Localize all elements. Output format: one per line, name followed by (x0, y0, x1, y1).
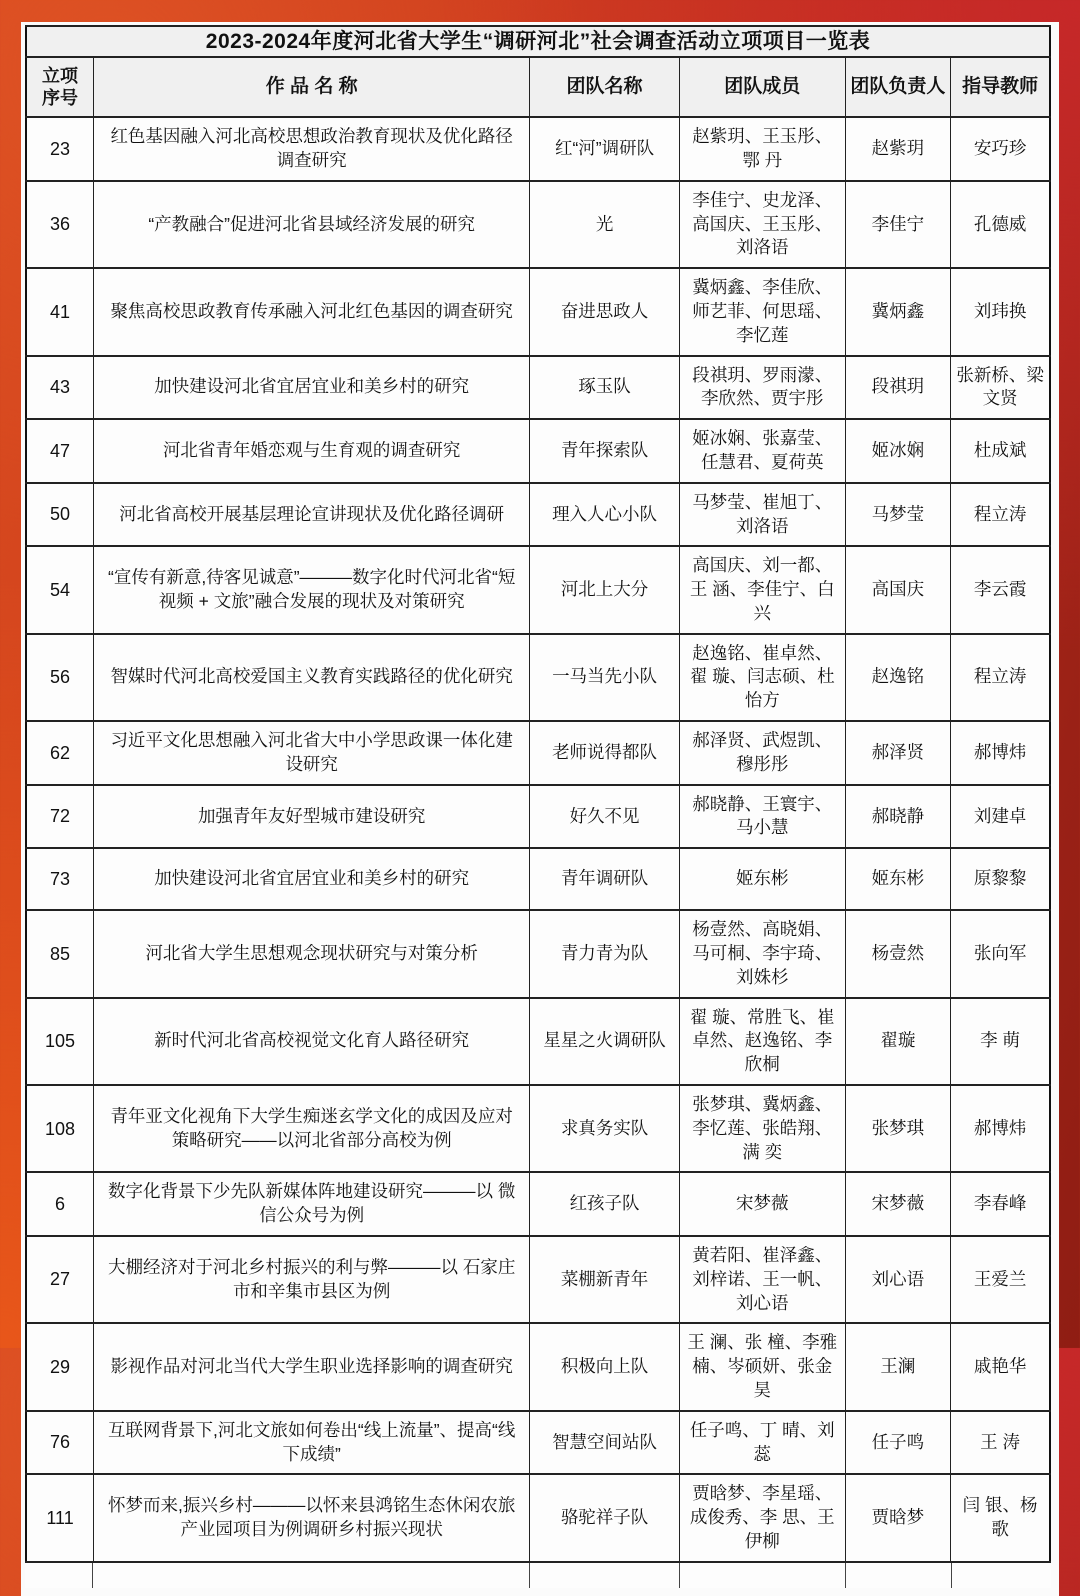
leader-cell: 张梦琪 (845, 1085, 950, 1172)
members-cell: 郝泽贤、武煜凯、穆彤彤 (679, 721, 845, 785)
teacher-cell: 李云霞 (951, 546, 1050, 633)
leader-cell: 杨壹然 (845, 910, 950, 997)
members-cell: 王 澜、张 橦、李雅楠、岑硕妍、张金昊 (679, 1323, 845, 1410)
work-cell: “宣传有新意,待客见诚意”———数字化时代河北省“短视频 + 文旅”融合发展的现状及对策研究 (94, 546, 530, 633)
no-cell: 36 (26, 181, 94, 268)
leader-cell: 贾晗梦 (845, 1474, 950, 1561)
teacher-cell: 闫 银、杨歌 (951, 1474, 1050, 1561)
work-cell: 智媒时代河北高校爱国主义教育实践路径的优化研究 (94, 634, 530, 721)
table-row (26, 546, 1050, 633)
members-cell: 张梦琪、冀炳鑫、李忆莲、张皓翔、满 奕 (679, 1085, 845, 1172)
team-cell: 河北上大分 (530, 546, 680, 633)
members-cell: 宋梦薇 (679, 1172, 845, 1236)
teacher-cell: 程立涛 (951, 634, 1050, 721)
team-cell: 青力青为队 (530, 910, 680, 997)
leader-cell: 高国庆 (845, 546, 950, 633)
team-cell: 青年调研队 (530, 848, 680, 910)
members-cell: 郝晓静、王寰宇、马小慧 (679, 785, 845, 849)
leader-cell: 赵逸铭 (845, 634, 950, 721)
project-table (25, 25, 1051, 1563)
leader-cell: 赵紫玥 (845, 117, 950, 181)
team-cell: 智慧空间站队 (530, 1411, 680, 1475)
column-header-team: 团队名称 (530, 57, 680, 117)
no-cell: 6 (26, 1172, 94, 1236)
work-cell: 怀梦而来,振兴乡村———以怀来县鸿铭生态休闲农旅产业园项目为例调研乡村振兴现状 (94, 1474, 530, 1561)
teacher-cell: 郝博炜 (951, 1085, 1050, 1172)
team-cell: 光 (530, 181, 680, 268)
work-cell: 红色基因融入河北高校思想政治教育现状及优化路径调查研究 (94, 117, 530, 181)
table-row (26, 1474, 1050, 1561)
table-row (26, 634, 1050, 721)
work-cell: 青年亚文化视角下大学生痴迷玄学文化的成因及应对策略研究——以河北省部分高校为例 (94, 1085, 530, 1172)
leader-cell: 冀炳鑫 (845, 268, 950, 355)
table-row (26, 998, 1050, 1085)
column-header-members: 团队成员 (679, 57, 845, 117)
table-row (26, 1172, 1050, 1236)
table-row (26, 419, 1050, 483)
team-cell: 红孩子队 (530, 1172, 680, 1236)
members-cell: 任子鸣、丁 晴、刘蕊 (679, 1411, 845, 1475)
table-row (26, 721, 1050, 785)
no-cell: 111 (26, 1474, 94, 1561)
no-cell: 72 (26, 785, 94, 849)
no-cell: 23 (26, 117, 94, 181)
work-cell: “产教融合”促进河北省县域经济发展的研究 (94, 181, 530, 268)
leader-cell: 段祺玥 (845, 356, 950, 420)
no-cell: 50 (26, 483, 94, 547)
teacher-cell: 孔德威 (951, 181, 1050, 268)
page-title: 2023-2024年度河北省大学生“调研河北”社会调查活动立项项目一览表 (26, 26, 1050, 57)
work-cell: 习近平文化思想融入河北省大中小学思政课一体化建设研究 (94, 721, 530, 785)
no-cell: 85 (26, 910, 94, 997)
team-cell: 理入人心小队 (530, 483, 680, 547)
work-cell: 河北省高校开展基层理论宣讲现状及优化路径调研 (94, 483, 530, 547)
leader-cell: 郝泽贤 (845, 721, 950, 785)
no-cell: 76 (26, 1411, 94, 1475)
table-row (26, 910, 1050, 997)
teacher-cell: 刘建卓 (951, 785, 1050, 849)
work-cell: 影视作品对河北当代大学生职业选择影响的调查研究 (94, 1323, 530, 1410)
document-sheet (21, 22, 1059, 1596)
team-cell: 老师说得都队 (530, 721, 680, 785)
teacher-cell: 郝博炜 (951, 721, 1050, 785)
members-cell: 赵逸铭、崔卓然、翟 璇、闫志硕、杜怡方 (679, 634, 845, 721)
teacher-cell: 张新桥、梁文贤 (951, 356, 1050, 420)
no-cell: 41 (26, 268, 94, 355)
teacher-cell: 张向军 (951, 910, 1050, 997)
team-cell: 好久不见 (530, 785, 680, 849)
members-cell: 李佳宁、史龙泽、高国庆、王玉彤、刘洛语 (679, 181, 845, 268)
teacher-cell: 杜成斌 (951, 419, 1050, 483)
no-cell: 108 (26, 1085, 94, 1172)
work-cell: 加快建设河北省宜居宜业和美乡村的研究 (94, 356, 530, 420)
no-cell: 47 (26, 419, 94, 483)
clipped-next-row (25, 1563, 1051, 1588)
members-cell: 姬冰娴、张嘉莹、任慧君、夏荷英 (679, 419, 845, 483)
team-cell: 骆驼祥子队 (530, 1474, 680, 1561)
table-row (26, 1085, 1050, 1172)
table-row (26, 181, 1050, 268)
title-row (26, 26, 1050, 57)
leader-cell: 姬东彬 (845, 848, 950, 910)
leader-cell: 刘心语 (845, 1236, 950, 1323)
members-cell: 杨壹然、高晓娟、马可桐、李宇琦、刘姝杉 (679, 910, 845, 997)
team-cell: 琢玉队 (530, 356, 680, 420)
work-cell: 河北省青年婚恋观与生育观的调查研究 (94, 419, 530, 483)
table-row (26, 268, 1050, 355)
column-header-work: 作 品 名 称 (94, 57, 530, 117)
no-cell: 43 (26, 356, 94, 420)
leader-cell: 任子鸣 (845, 1411, 950, 1475)
column-header-row (26, 57, 1050, 117)
teacher-cell: 王爱兰 (951, 1236, 1050, 1323)
column-header-teacher: 指导教师 (951, 57, 1050, 117)
members-cell: 段祺玥、罗雨濛、李欣然、贾宇彤 (679, 356, 845, 420)
table-row (26, 1323, 1050, 1410)
members-cell: 姬东彬 (679, 848, 845, 910)
team-cell: 积极向上队 (530, 1323, 680, 1410)
table-row (26, 848, 1050, 910)
leader-cell: 马梦莹 (845, 483, 950, 547)
no-cell: 62 (26, 721, 94, 785)
no-cell: 27 (26, 1236, 94, 1323)
team-cell: 菜棚新青年 (530, 1236, 680, 1323)
table-row (26, 785, 1050, 849)
work-cell: 聚焦高校思政教育传承融入河北红色基因的调查研究 (94, 268, 530, 355)
team-cell: 星星之火调研队 (530, 998, 680, 1085)
leader-cell: 姬冰娴 (845, 419, 950, 483)
teacher-cell: 李 萌 (951, 998, 1050, 1085)
leader-cell: 翟璇 (845, 998, 950, 1085)
work-cell: 河北省大学生思想观念现状研究与对策分析 (94, 910, 530, 997)
members-cell: 赵紫玥、王玉彤、鄂 丹 (679, 117, 845, 181)
work-cell: 数字化背景下少先队新媒体阵地建设研究———以 微信公众号为例 (94, 1172, 530, 1236)
no-cell: 54 (26, 546, 94, 633)
column-header-leader: 团队负责人 (845, 57, 950, 117)
teacher-cell: 刘玮换 (951, 268, 1050, 355)
no-cell: 73 (26, 848, 94, 910)
table-row (26, 356, 1050, 420)
work-cell: 新时代河北省高校视觉文化育人路径研究 (94, 998, 530, 1085)
team-cell: 青年探索队 (530, 419, 680, 483)
teacher-cell: 原黎黎 (951, 848, 1050, 910)
members-cell: 黄若阳、崔泽鑫、刘梓诺、王一帆、刘心语 (679, 1236, 845, 1323)
leader-cell: 宋梦薇 (845, 1172, 950, 1236)
teacher-cell: 程立涛 (951, 483, 1050, 547)
members-cell: 冀炳鑫、李佳欣、师艺菲、何思瑶、李忆莲 (679, 268, 845, 355)
column-header-no: 立项序号 (26, 57, 94, 117)
leader-cell: 郝晓静 (845, 785, 950, 849)
leader-cell: 李佳宁 (845, 181, 950, 268)
work-cell: 加强青年友好型城市建设研究 (94, 785, 530, 849)
leader-cell: 王澜 (845, 1323, 950, 1410)
members-cell: 贾晗梦、李星瑶、成俊秀、李 思、王伊柳 (679, 1474, 845, 1561)
work-cell: 大棚经济对于河北乡村振兴的利与弊———以 石家庄市和辛集市县区为例 (94, 1236, 530, 1323)
table-row (26, 117, 1050, 181)
work-cell: 互联网背景下,河北文旅如何卷出“线上流量”、提高“线下成绩” (94, 1411, 530, 1475)
table-row (26, 1236, 1050, 1323)
table-row (26, 483, 1050, 547)
team-cell: 奋进思政人 (530, 268, 680, 355)
members-cell: 马梦莹、崔旭丁、刘洛语 (679, 483, 845, 547)
teacher-cell: 李春峰 (951, 1172, 1050, 1236)
teacher-cell: 戚艳华 (951, 1323, 1050, 1410)
clipped-row (25, 1563, 1051, 1588)
team-cell: 求真务实队 (530, 1085, 680, 1172)
team-cell: 一马当先小队 (530, 634, 680, 721)
work-cell: 加快建设河北省宜居宜业和美乡村的研究 (94, 848, 530, 910)
teacher-cell: 安巧珍 (951, 117, 1050, 181)
no-cell: 29 (26, 1323, 94, 1410)
no-cell: 56 (26, 634, 94, 721)
members-cell: 高国庆、刘一都、王 涵、李佳宁、白兴 (679, 546, 845, 633)
no-cell: 105 (26, 998, 94, 1085)
table-row (26, 1411, 1050, 1475)
members-cell: 翟 璇、常胜飞、崔卓然、赵逸铭、李欣桐 (679, 998, 845, 1085)
team-cell: 红“河”调研队 (530, 117, 680, 181)
teacher-cell: 王 涛 (951, 1411, 1050, 1475)
